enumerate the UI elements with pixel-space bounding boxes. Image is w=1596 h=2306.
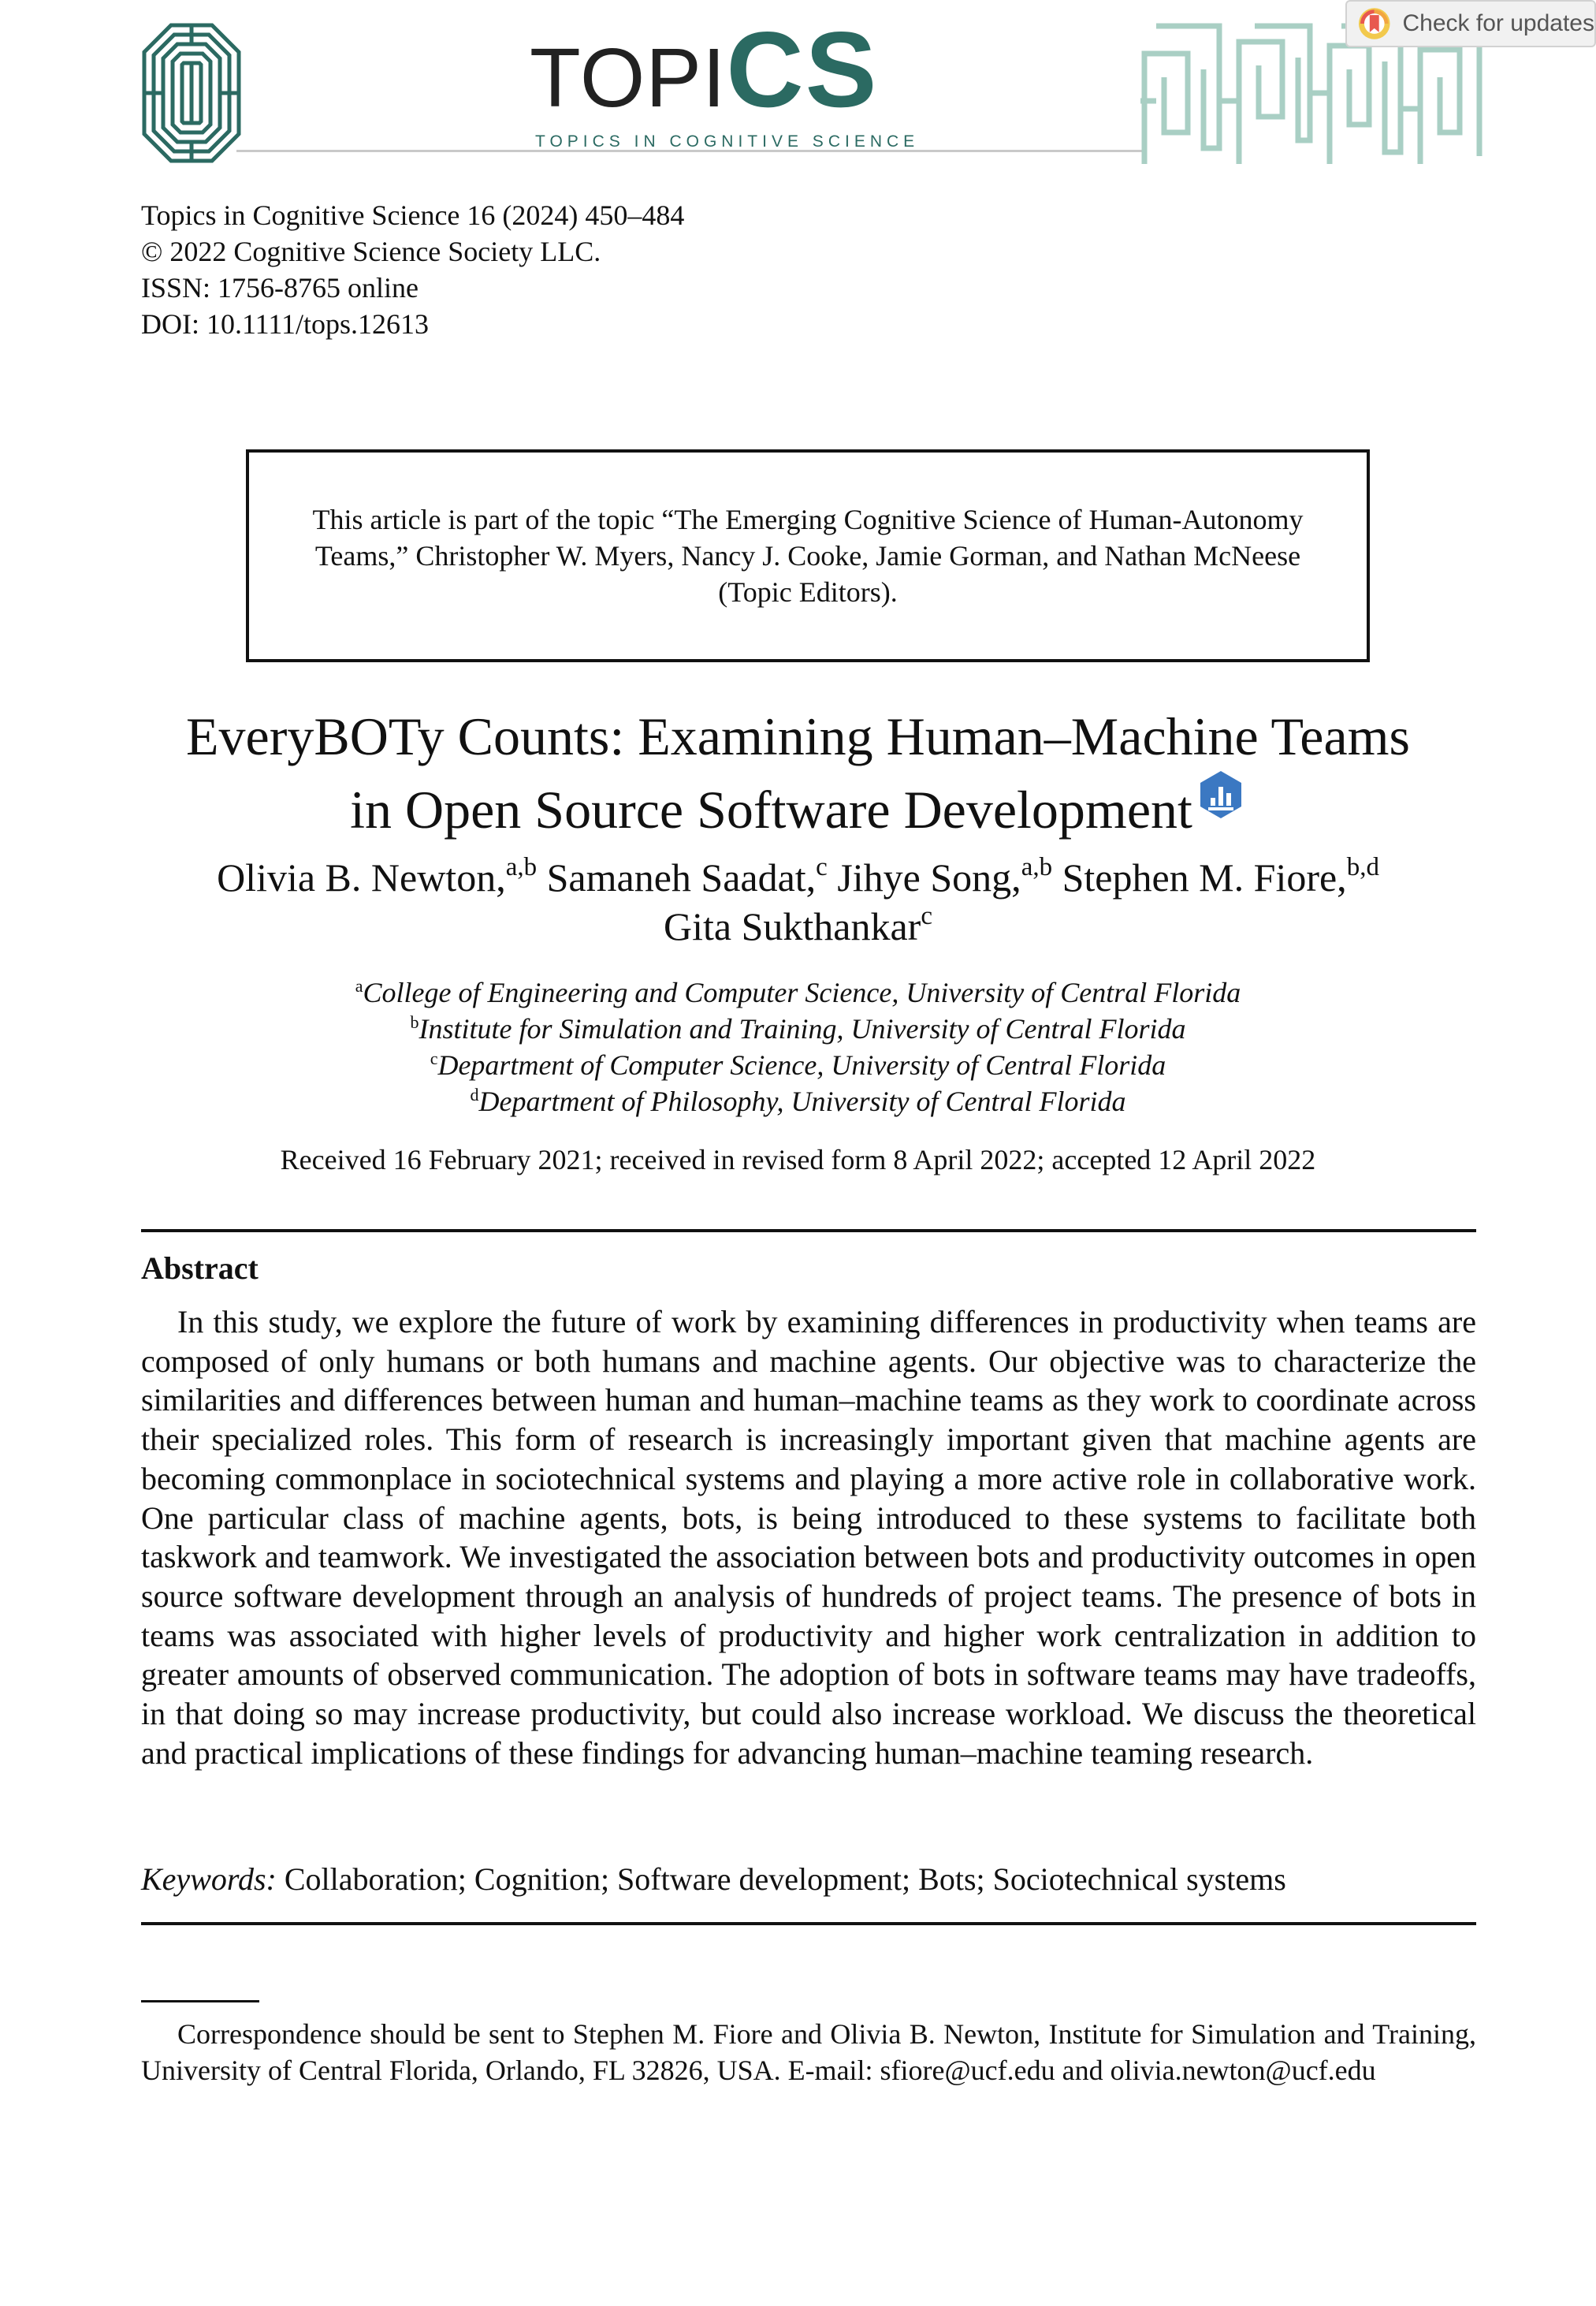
keywords (141, 1860, 1476, 1899)
author-name: Gita Sukthankar (664, 904, 921, 948)
affiliation-marker: a (355, 976, 363, 996)
bookmark-badge-icon (1357, 6, 1392, 41)
author-line-2 (95, 902, 1501, 951)
abstract-heading: Abstract (141, 1250, 259, 1286)
journal-metadata (141, 197, 684, 342)
author-line-1 (95, 853, 1501, 902)
affiliation-item (95, 974, 1501, 1011)
affiliation-marker: d (470, 1085, 479, 1105)
author-name: Samaneh Saadat, (546, 855, 817, 900)
author-affiliation-marker: c (921, 902, 932, 930)
section-rule-top (141, 1229, 1476, 1232)
article-title (95, 704, 1501, 843)
abstract-body: In this study, we explore the future of work by examining differences in productivity when teams are composed of only humans or both humans and machine agents. Our objective was to characterize the similarities and differences between human and human–machine teams as they work to coordinate across their specialized roles. This form of research is increasingly important given that machine agents are becoming commonplace in sociotechnical systems and playing a more active role in collaborative work. One particular class of machine agents, bots, is being introduced to these systems to facilitate both taskwork and teamwork. We investigated the association between bots and productivity outcomes in open source software development through an analysis of hundreds of project teams. The presence of bots in teams was associated with higher levels of productivity and higher work centralization in addition to greater amounts of observed communication. The adoption of bots in software teams may have tradeoffs, in that doing so may increase productivity, but could also increase workload. We discuss the theoretical and practical implications of these findings for advancing human–machine teaming research. (141, 1304, 1476, 1771)
journal-copyright: © 2022 Cognitive Science Society LLC. (141, 236, 601, 267)
received-dates: Received 16 February 2021; received in revised form 8 April 2022; accepted 12 April 2022 (280, 1144, 1316, 1175)
affiliation-marker: b (410, 1012, 419, 1032)
journal-issn: ISSN: 1756-8765 online (141, 272, 419, 304)
topic-note-text: This article is part of the topic “The Emerging Cognitive Science of Human-Autonomy Teams,” Christopher W. Myers, Nancy J. Cooke, Jamie Gorman, and Nathan McNeese (Topic Editors). (312, 504, 1304, 608)
affiliation-text: Department of Philosophy, University of Central Florida (478, 1086, 1126, 1117)
topic-note-box (246, 449, 1370, 662)
author-name: Jihye Song, (837, 855, 1021, 900)
article-title-line-2-text: in Open Source Software Development (350, 780, 1192, 840)
author-affiliation-marker: a,b (505, 853, 538, 881)
check-for-updates-button[interactable] (1345, 0, 1596, 47)
affiliation-list (95, 974, 1501, 1119)
affiliation-item (95, 1047, 1501, 1083)
affiliation-item (95, 1083, 1501, 1119)
article-title-line-1: EveryBOTy Counts: Examining Human–Machine Teams (186, 706, 1410, 766)
affiliation-text: College of Engineering and Computer Science, University of Central Florida (363, 977, 1241, 1008)
author-affiliation-marker: b,d (1346, 853, 1379, 881)
crossmark-icon[interactable] (1196, 769, 1246, 820)
affiliation-item (95, 1011, 1501, 1047)
brand-accent: CS (726, 9, 879, 129)
author-affiliation-marker: a,b (1021, 853, 1053, 881)
author-name: Olivia B. Newton, (217, 855, 506, 900)
keywords-label: Keywords: (141, 1861, 277, 1897)
affiliation-marker: c (430, 1049, 438, 1068)
journal-citation: Topics in Cognitive Science 16 (2024) 450–484 (141, 199, 685, 231)
brand-prefix: TOPI (530, 32, 727, 125)
check-for-updates-label: Check for updates (1402, 10, 1594, 36)
affiliation-text: Institute for Simulation and Training, University of Central Florida (419, 1013, 1186, 1045)
author-name: Stephen M. Fiore, (1062, 855, 1347, 900)
journal-brand-logo (530, 9, 879, 142)
maze-octagon-logo-icon (141, 22, 242, 164)
brand-subtitle: TOPICS IN COGNITIVE SCIENCE (535, 132, 920, 151)
footnote-rule (141, 2000, 259, 2002)
affiliation-text: Department of Computer Science, University of Central Florida (437, 1049, 1166, 1081)
author-affiliation-marker: c (816, 853, 828, 881)
section-rule-bottom (141, 1922, 1476, 1925)
journal-doi[interactable]: DOI: 10.1111/tops.12613 (141, 308, 429, 340)
article-title-line-2 (95, 769, 1501, 843)
correspondence-footnote: Correspondence should be sent to Stephen M. Fiore and Olivia B. Newton, Institute for Simulation and Training, University of Central Florida, Orlando, FL 32826, USA. E-mail: sfiore@ucf.edu and olivia.newton@ucf.edu (141, 2018, 1476, 2086)
author-list (95, 853, 1501, 951)
keywords-values: Collaboration; Cognition; Software development; Bots; Sociotechnical systems (284, 1861, 1286, 1897)
